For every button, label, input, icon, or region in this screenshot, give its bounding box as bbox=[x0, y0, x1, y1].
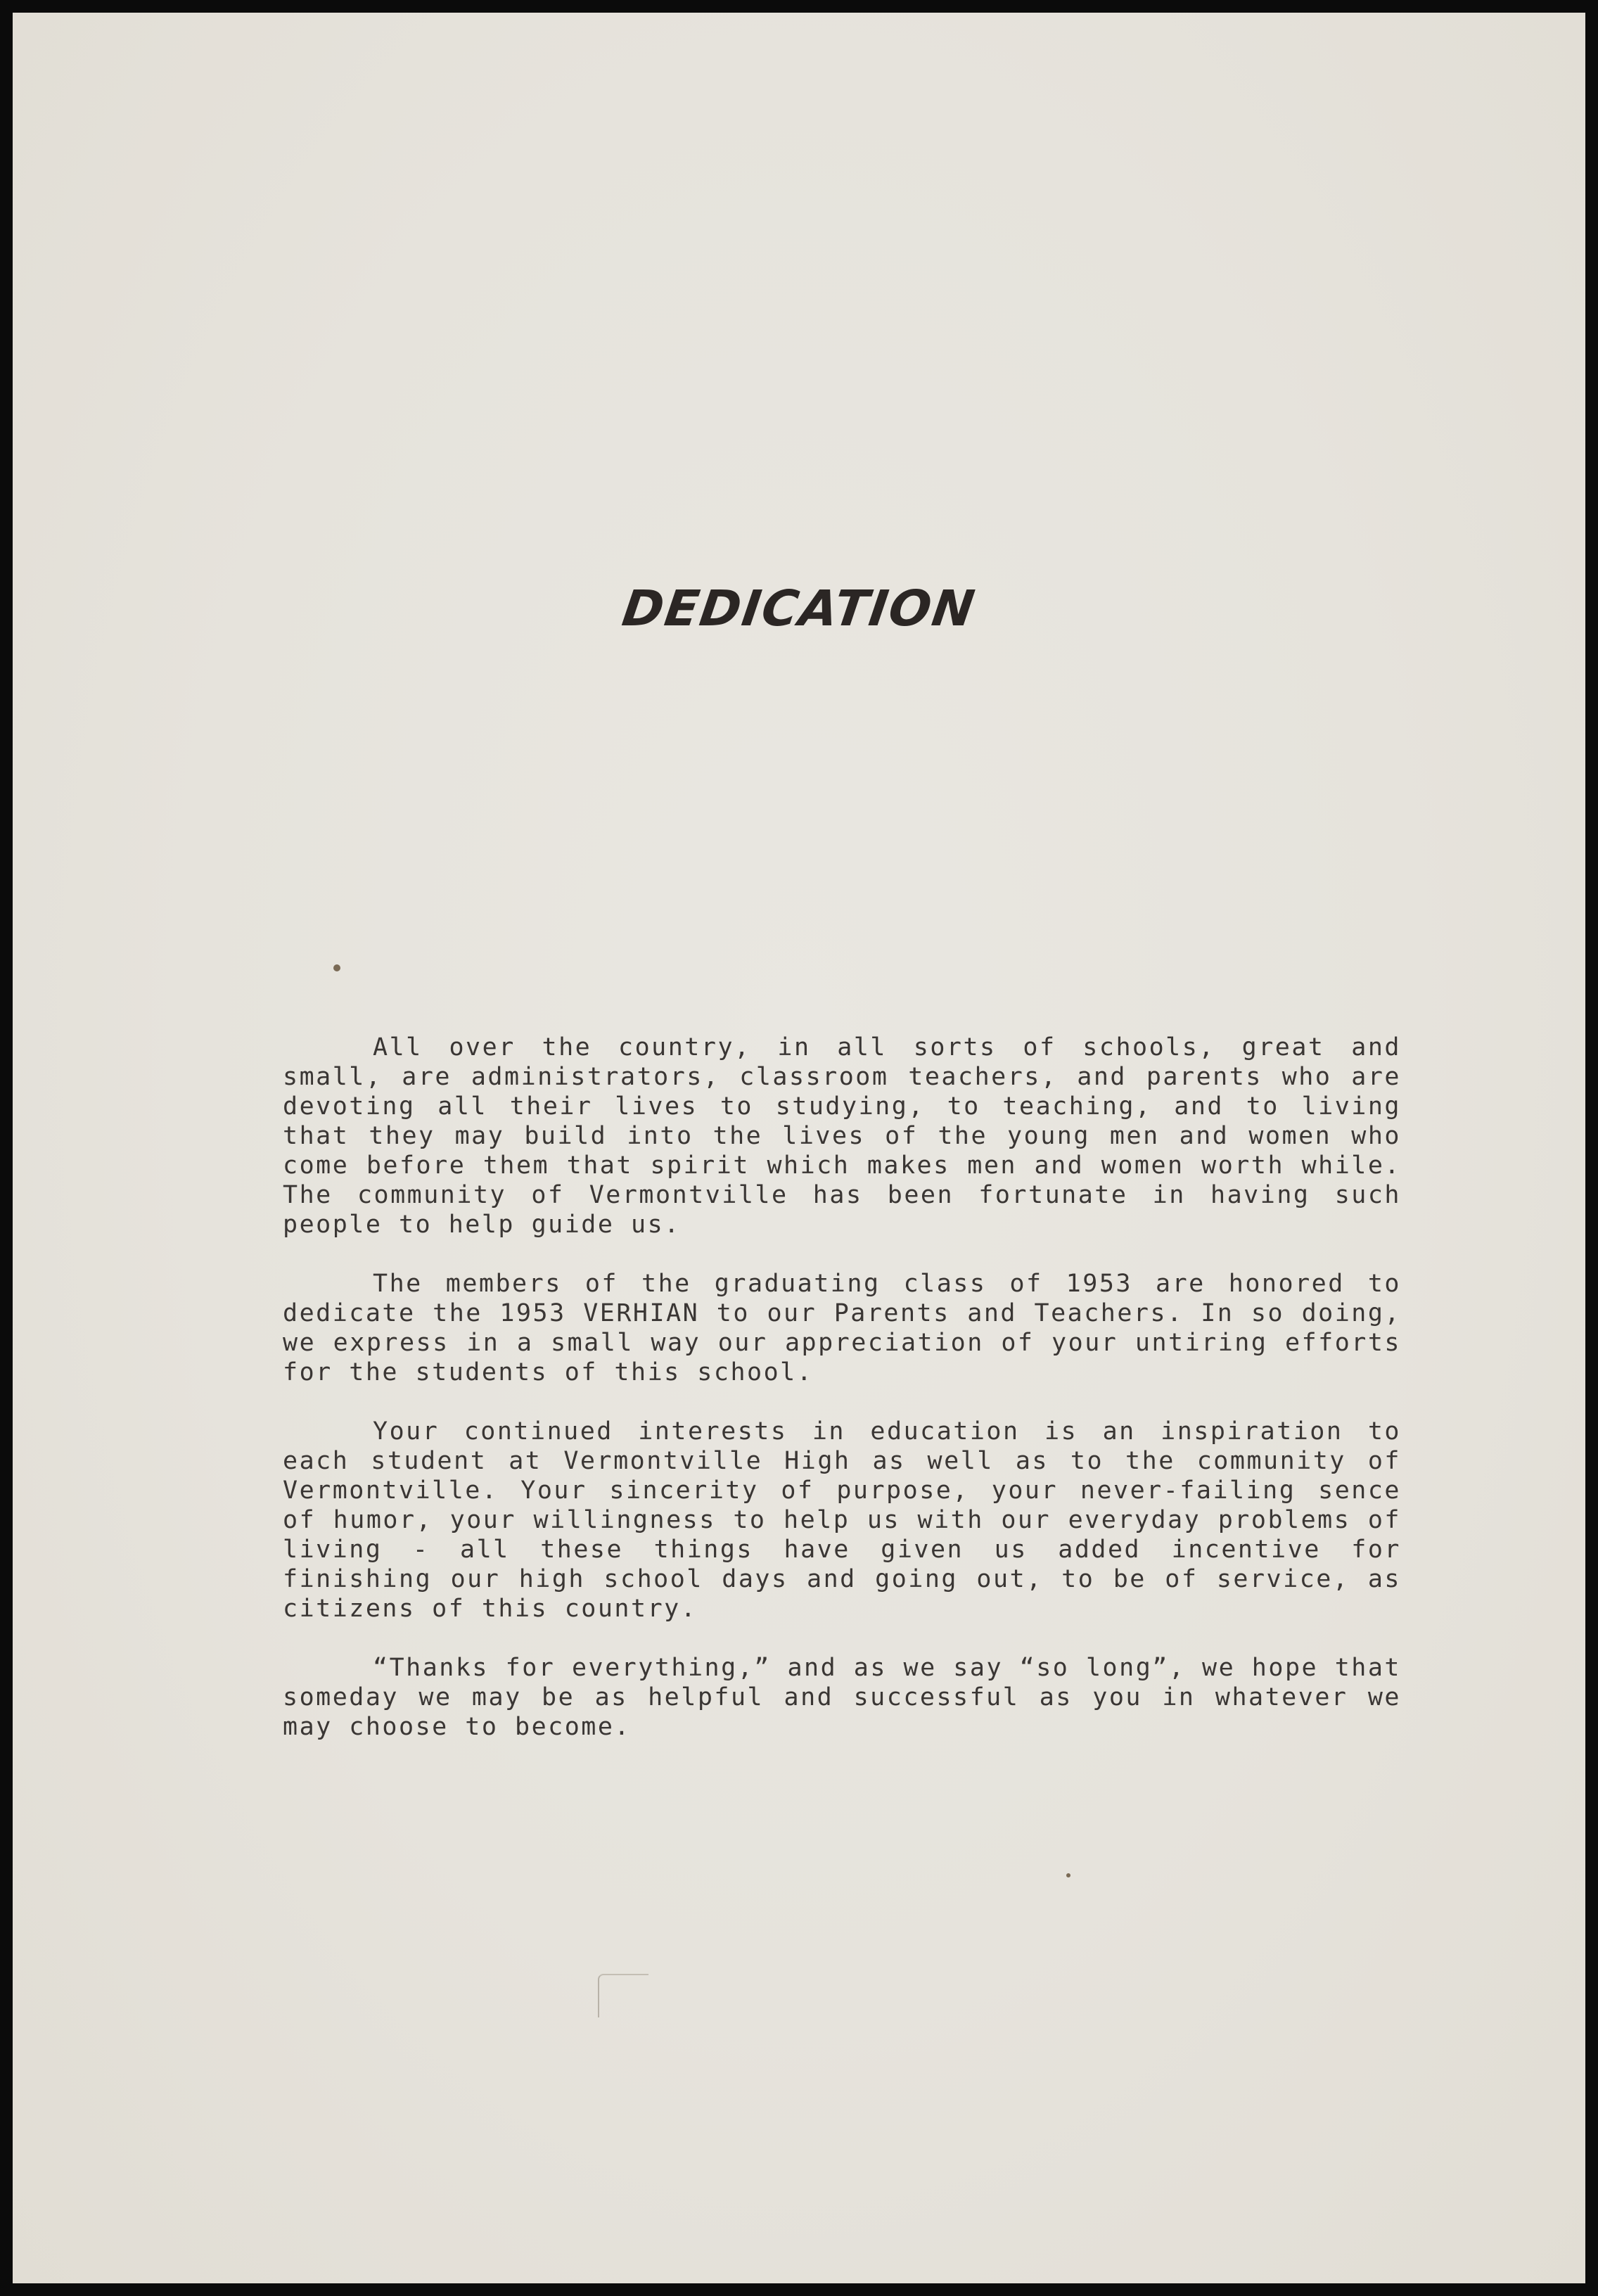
paragraph-1: All over the country, in all sorts of schools, great and small, are administrators, classroom teachers, and parents who are devoting all their lives to studying, to teaching, and to living that they may build into the lives of the young men and women who come before them that spirit which makes men and women worth while. The community of Vermontville has been fortunate in having such people to help guide us. bbox=[283, 1033, 1401, 1239]
paragraph-4: “Thanks for everything,” and as we say “so long”, we hope that someday we may be as helpful and successful as you in whatever we may choose to become. bbox=[283, 1654, 1401, 1741]
paragraph-3: Your continued interests in education is an inspiration to each student at Vermontville High as well as to the community of Vermontville. Your sincerity of purpose, your never-failing sence of humor, your willingness to help us with our everyday problems of living - all these things have given us added incentive for finishing our high school days and going out, to be of service, as citizens of this country. bbox=[283, 1417, 1401, 1623]
paper-speck bbox=[333, 964, 340, 971]
dedication-body bbox=[283, 1033, 1401, 1771]
paper-crease bbox=[598, 1974, 648, 2017]
yearbook-page bbox=[13, 13, 1585, 2283]
paragraph-2: The members of the graduating class of 1953 are honored to dedicate the 1953 VERHIAN to our Parents and Teachers. In so doing, we express in a small way our appreciation of your untiring efforts for the students of this school. bbox=[283, 1270, 1401, 1386]
paper-speck bbox=[1066, 1873, 1070, 1877]
page-title: DEDICATION bbox=[618, 580, 980, 637]
